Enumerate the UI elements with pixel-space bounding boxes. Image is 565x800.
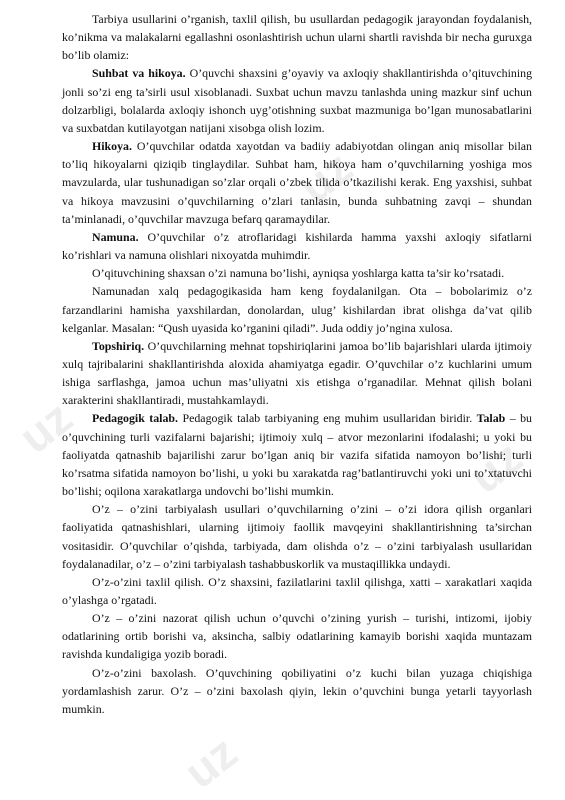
watermark: uz — [459, 430, 532, 504]
body-text: O’quvchilarning mehnat topshiriqlarini jamoa bo’lib bajarishlari ularda ijtimoiy xulq tajribalarini shakllantirishda aloxida ahamiyatga egadir. O’quvchilar o’z kuchlarini umum ishiga sarflashga, jamoa uchun mas’uliyatni xis etishga o’rganadilar. Mehnat qilish bolani xarakterini shakllantiradi, mustahkamlaydi. — [62, 338, 532, 408]
paragraph — [62, 500, 532, 573]
bold-heading-text: Suhbat va hikoya. — [92, 66, 186, 81]
paragraph — [62, 337, 532, 410]
document-page — [62, 10, 532, 718]
bold-heading-text: Topshiriq. — [92, 338, 145, 353]
paragraph — [62, 573, 532, 609]
body-text: – bu o’quvchining turli vazifalarni bajarishi; ijtimoiy xulq – atvor mezonlarini ifodalashi; u yoki bu faoliyatda qatnashib bajarilishi zarur bo’lgan aniq bir vazifa sifatida namoyon bo’lishi; turli ko’rsatma sifatida namoyon bo’lishi, u yoki bu xarakatda rag’batlantiruvchi yoki uni to’xtatuvchi bo’lishi; oqilona xarakatlarga undovchi bo’lishi mumkin. — [62, 411, 532, 499]
paragraph — [62, 609, 532, 663]
body-text: Namunadan xalq pedagogikasida ham keng foydalanilgan. Ota – bobolarimiz o’z farzandlarini hamisha yaxshilardan, donolardan, ulug’ kishilardan ibrat olishga da’vat qilib kelganlar. Masalan: “Qush uyasida ko’rganini qiladi”. Juda oddiy jo’ngina xulosa. — [62, 284, 532, 335]
bold-heading-text: Talab — [476, 411, 506, 426]
body-text: Tarbiya usullarini o’rganish, taxlil qilish, bu usullardan pedagogik jarayondan foydalanish, ko’nikma va malakalarni egallashni osonlashtirish uchun ularni shartli ravishda bir necha guruxga bo’lib olamiz: — [62, 12, 532, 63]
paragraph — [62, 282, 532, 336]
watermark: uz — [289, 140, 362, 214]
paragraph — [62, 228, 532, 264]
bold-heading-text: Namuna. — [92, 229, 139, 244]
bold-heading-text: Hikoya. — [92, 139, 132, 154]
body-text: O’z-o’zini baxolash. O’quvchining qobiliyatini o’z kuchi bilan yuzaga chiqishiga yordamlashish zarur. O’z – o’zini baxolash qiyin, lekin o’quvchini bunga yetarli tayyorlash mumkin. — [62, 665, 532, 716]
body-text: O’quvchi shaxsini g’oyaviy va axloqiy shakllantirishda o’qituvchining jonli so’zi eng ta’sirli usul xisoblanadi. Suxbat uchun mavzu tanlashda uning mazkur sinf uchun dolzarbligi, bolalarda axloqiy ishonch uyg’otishning suxbat mazmuniga bo’lgan munosabatlarini va suxbatdan kutilayotgan natijani xisobga olish lozim. — [62, 66, 533, 135]
body-text: O’z-o’zini taxlil qilish. O’z shaxsini, fazilatlarini taxlil qilishga, xatti – xarakatlari xaqida o’ylashga o’rgatadi. — [62, 574, 532, 607]
paragraph — [62, 137, 532, 228]
paragraph — [62, 409, 532, 500]
watermark: uz — [9, 390, 82, 464]
paragraph — [62, 264, 532, 282]
body-text: O’qituvchining shaxsan o’zi namuna bo’lishi, ayniqsa yoshlarga katta ta’sir ko’rsatadi. — [92, 266, 505, 281]
body-text: O’quvchilar odatda xayotdan va badiiy adabiyotdan olingan aniq misollar bilan to’liq hikoyalarni qiziqib tinglaydilar. Suhbat ham, hikoya ham o’quvchilarning yoshiga mos mavzularda, ular tushunadigan so’zlar orqali o’zbek tilida o’tkazilishi kerak. Eng yaxshisi, suhbat va hikoya mavzusini o’quvchilarning o’zlari tanlasin, bunda suhbatning zavqi – shundan ta’minlanadi, o’quvchilar mavzuga befarq qaramaydilar. — [62, 139, 532, 226]
watermark: uz — [174, 725, 247, 799]
bold-heading-text: Pedagogik talab. — [92, 411, 179, 426]
body-text: Pedagogik talab tarbiyaning eng muhim usullaridan biridir. — [178, 411, 477, 426]
paragraph — [62, 64, 532, 137]
paragraph — [62, 664, 532, 718]
paragraph — [62, 10, 532, 64]
body-text: O’z – o’zini tarbiyalash usullari o’quvchilarning o’zini – o’zi idora qilish organlari faoliyatida qatnashishlari, ularning ijtimoiy faollik mavqeyini shakllantirishning ta’sirchan vositasidir. O’quvchilar o’qishda, tarbiyada, dam olishda o’z – o’zini tarbiyalash usullaridan foydalanadilar, o’z – o’zini tarbiyalash tashabbuskorlik va mustaqillikka undaydi. — [62, 502, 532, 571]
body-text: O’quvchilar o’z atroflaridagi kishilarda hamma yaxshi axloqiy sifatlarni ko’rishlari va namuna olishlari nixoyatda muhimdir. — [62, 229, 532, 263]
body-text: O’z – o’zini nazorat qilish uchun o’quvchi o’zining yurish – turishi, intizomi, ijobiy odatlarining ortib borishi va, aksincha, salbiy odatlarining kamayib borishi xaqida muntazam ravishda kundaligiga yozib boradi. — [62, 611, 532, 662]
